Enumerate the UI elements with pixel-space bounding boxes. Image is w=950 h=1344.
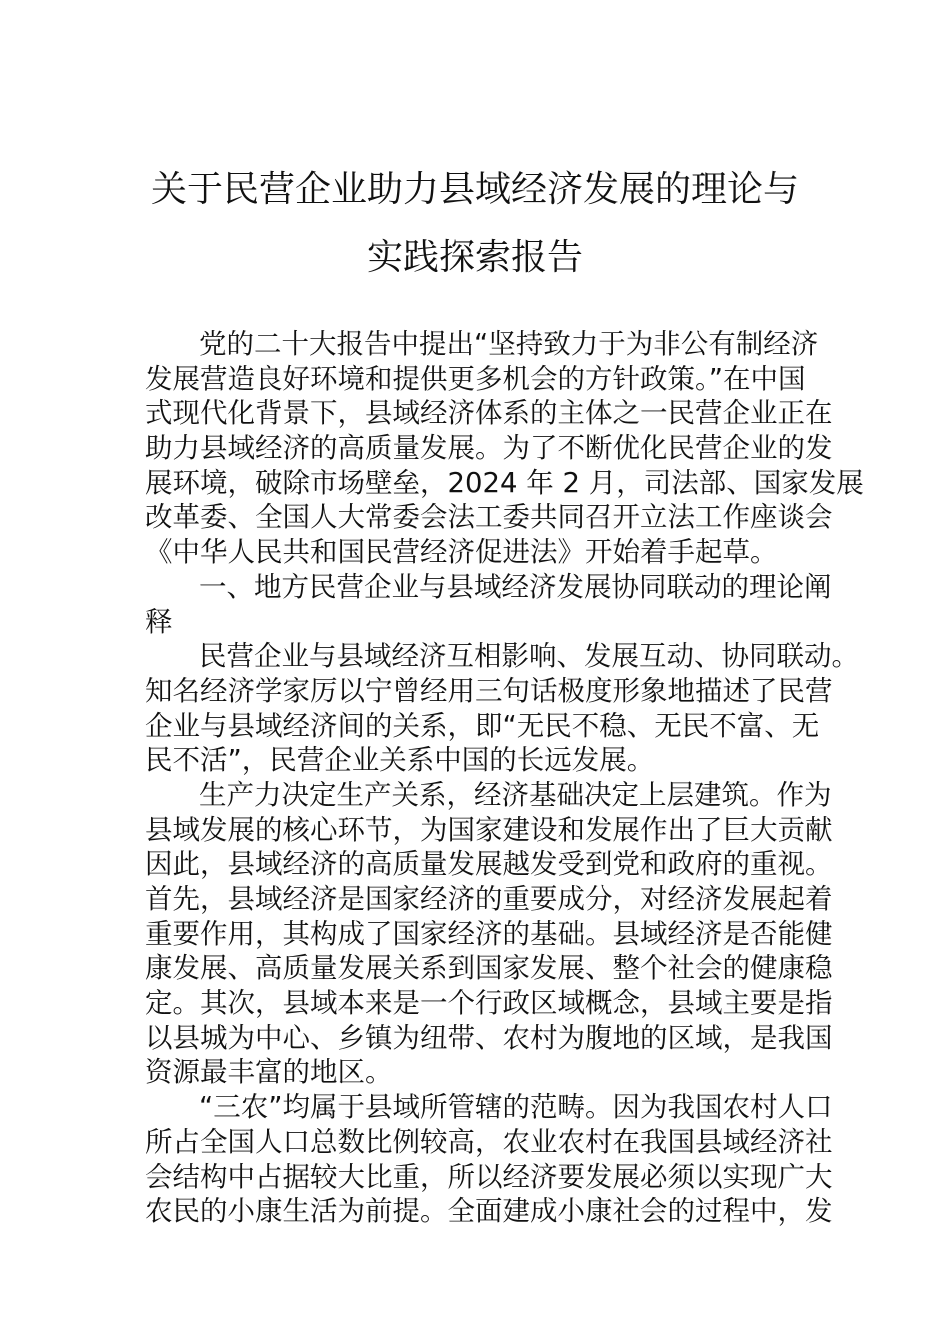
body-line: 所占全国人口总数比例较高，农业农村在我国县域经济社 <box>145 1125 833 1158</box>
document-title-line-2: 实践探索报告 <box>366 237 583 278</box>
body-line: 生产力决定生产关系，经济基础决定上层建筑。作为 <box>199 778 832 811</box>
body-line: 改革委、全国人大常委会法工委共同召开立法工作座谈会 <box>145 501 833 534</box>
body-line: 重要作用，其构成了国家经济的基础。县域经济是否能健 <box>145 917 833 950</box>
body-line: 资源最丰富的地区。 <box>145 1056 393 1089</box>
body-line: 首先，县域经济是国家经济的重要成分，对经济发展起着 <box>145 883 833 915</box>
body-line: 民不活”，民营企业关系中国的长远发展。 <box>145 744 655 777</box>
body-line: 农民的小康生活为前提。全面建成小康社会的过程中，发 <box>145 1195 833 1228</box>
body-line: 康发展、高质量发展关系到国家发展、整个社会的健康稳 <box>145 952 833 985</box>
document-title-line-1: 关于民营企业助力县域经济发展的理论与 <box>150 169 799 210</box>
section-heading-line: 一、地方民营企业与县域经济发展协同联动的理论阐 <box>199 570 832 603</box>
body-line: 展环境，破除市场壁垒，2024 年 2 月，司法部、国家发展 <box>145 466 864 499</box>
body-line: 会结构中占据较大比重，所以经济要发展必须以实现广大 <box>145 1160 833 1193</box>
body-line: “三农”均属于县域所管辖的范畴。因为我国农村人口 <box>199 1091 833 1124</box>
section-heading-line: 释 <box>145 605 173 638</box>
document-body <box>145 327 864 1229</box>
body-line: 党的二十大报告中提出“坚持致力于为非公有制经济 <box>199 328 819 360</box>
body-line: 因此，县域经济的高质量发展越发受到党和政府的重视。 <box>145 848 833 881</box>
body-line: 助力县域经济的高质量发展。为了不断优化民营企业的发 <box>145 432 833 465</box>
body-line: 县域发展的核心环节，为国家建设和发展作出了巨大贡献 <box>145 813 833 846</box>
body-line: 式现代化背景下，县域经济体系的主体之一民营企业正在 <box>145 397 833 430</box>
body-line: 《中华人民共和国民营经济促进法》开始着手起草。 <box>145 536 778 569</box>
body-line: 企业与县域经济间的关系，即“无民不稳、无民不富、无 <box>145 709 820 742</box>
body-line: 民营企业与县域经济互相影响、发展互动、协同联动。 <box>199 640 859 673</box>
body-line: 定。其次，县域本来是一个行政区域概念，县域主要是指 <box>145 987 833 1020</box>
body-line: 以县城为中心、乡镇为纽带、农村为腹地的区域，是我国 <box>145 1021 833 1054</box>
body-line: 发展营造良好环境和提供更多机会的方针政策。”在中国 <box>145 362 806 395</box>
body-line: 知名经济学家厉以宁曾经用三句话极度形象地描述了民营 <box>145 674 833 707</box>
